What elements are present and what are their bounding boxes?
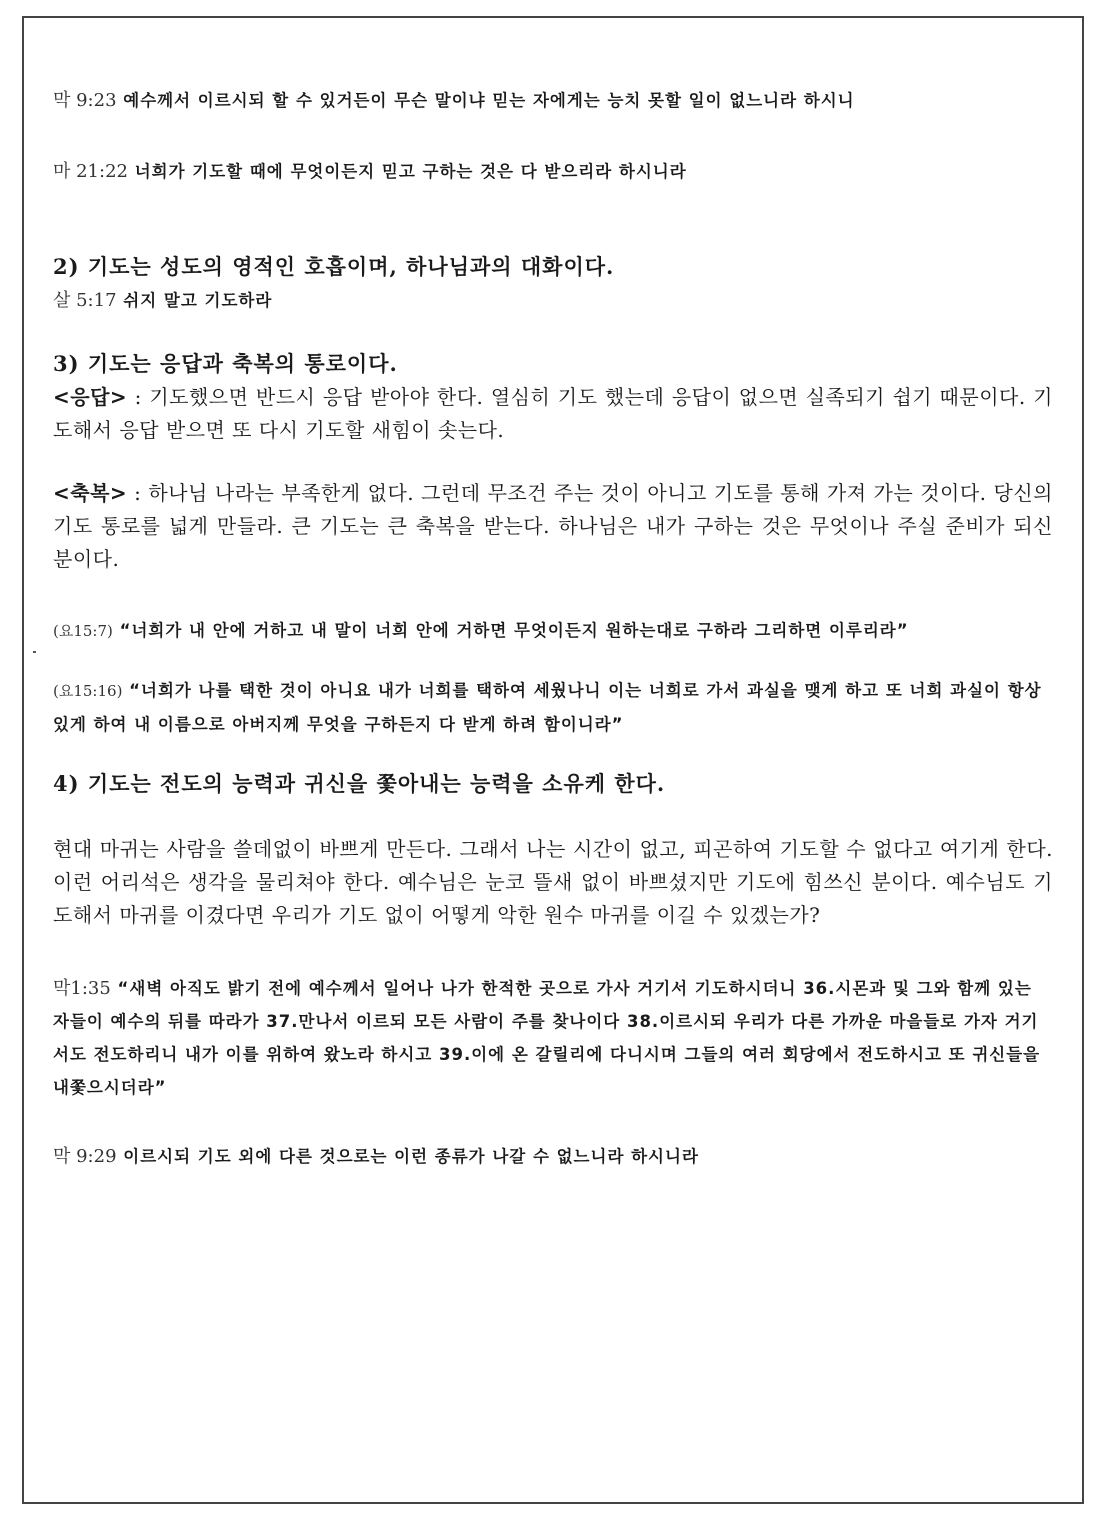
paragraph-devil: 현대 마귀는 사람을 쓸데없이 바쁘게 만든다. 그래서 나는 시간이 없고, 피곤하여 기도할 수 없다고 여기게 한다. 이런 어리석은 생각을 물리쳐야 한다. 예수님은 눈코 뜰새 없이 바쁘셨지만 기도에 힘쓰신 분이다. 예수님도 기도해서 마귀를 이겼다면 우리가 기도 없이 어떻게 악한 원수 마귀를 이길 수 있겠는가? bbox=[53, 837, 1053, 927]
verse-thessalonians-5-17 bbox=[53, 284, 1053, 317]
section-heading-3: 3) 기도는 응답과 축복의 통로이다. bbox=[53, 351, 398, 376]
verse-reference: (요15:16) bbox=[53, 682, 123, 700]
paragraph-answer bbox=[53, 381, 1053, 447]
scan-mark bbox=[33, 651, 36, 653]
paragraph-label: <축복> bbox=[53, 481, 128, 505]
verse-reference: (요15:7) bbox=[53, 622, 113, 640]
verse-reference: 막 9:29 bbox=[53, 1146, 117, 1167]
verse-text: “너희가 내 안에 거하고 내 말이 너희 안에 거하면 무엇이든지 원하는대로 구하라 그리하면 이루리라” bbox=[119, 621, 909, 640]
verse-reference: 막 9:23 bbox=[53, 90, 117, 111]
document-body bbox=[53, 84, 1053, 1173]
paragraph-blessing bbox=[53, 477, 1053, 576]
paragraph-label: <응답> bbox=[53, 385, 128, 409]
verse-mark-1-35 bbox=[53, 972, 1053, 1104]
verse-mark-9-29 bbox=[53, 1140, 1053, 1173]
verse-text: “너희가 나를 택한 것이 아니요 내가 너희를 택하여 세웠나니 이는 너희로 가서 과실을 맺게 하고 또 너희 과실이 항상 있게 하여 내 이름으로 아버지께 무엇을 구하든지 다 받게 하려 함이니라” bbox=[53, 681, 1042, 734]
verse-text: 이르시되 기도 외에 다른 것으로는 이런 종류가 나갈 수 없느니라 하시니라 bbox=[123, 1147, 699, 1166]
verse-john-15-7 bbox=[53, 614, 1053, 648]
verse-reference: 마 21:22 bbox=[53, 161, 128, 182]
verse-text: 예수께서 이르시되 할 수 있거든이 무슨 말이냐 믿는 자에게는 능치 못할 일이 없느니라 하시니 bbox=[123, 91, 855, 110]
verse-text: 너희가 기도할 때에 무엇이든지 믿고 구하는 것은 다 받으리라 하시니라 bbox=[134, 162, 687, 181]
verse-text: 쉬지 말고 기도하라 bbox=[123, 291, 273, 310]
section-heading-2: 2) 기도는 성도의 영적인 호흡이며, 하나님과의 대화이다. bbox=[53, 254, 615, 279]
verse-reference: 살 5:17 bbox=[53, 290, 117, 311]
section-heading-4: 4) 기도는 전도의 능력과 귀신을 쫓아내는 능력을 소유케 한다. bbox=[53, 771, 666, 796]
verse-matthew-21-22 bbox=[53, 155, 1053, 188]
verse-john-15-16 bbox=[53, 674, 1053, 741]
verse-text: “새벽 아직도 밝기 전에 예수께서 일어나 나가 한적한 곳으로 가사 거기서 기도하시더니 36.시몬과 및 그와 함께 있는 자들이 예수의 뒤를 따라가 37.만나서 이르되 모든 사람이 주를 찾나이다 38.이르시되 우리가 다른 가까운 마을들로 가자 거기서도 전도하리니 내가 이를 위하여 왔노라 하시고 39.이에 온 갈릴리에 다니시며 그들의 여러 회당에서 전도하시고 또 귀신들을 내쫓으시더라” bbox=[53, 979, 1041, 1097]
verse-mark-9-23 bbox=[53, 84, 1053, 117]
paragraph-text: : 하나님 나라는 부족한게 없다. 그런데 무조건 주는 것이 아니고 기도를 통해 가져 가는 것이다. 당신의 기도 통로를 넓게 만들라. 큰 기도는 큰 축복을 받는다. 하나님은 내가 구하는 것은 무엇이나 주실 준비가 되신 분이다. bbox=[53, 481, 1053, 571]
verse-reference: 막1:35 bbox=[53, 978, 111, 999]
paragraph-text: : 기도했으면 반드시 응답 받아야 한다. 열심히 기도 했는데 응답이 없으면 실족되기 쉽기 때문이다. 기도해서 응답 받으면 또 다시 기도할 새힘이 솟는다. bbox=[53, 385, 1053, 442]
